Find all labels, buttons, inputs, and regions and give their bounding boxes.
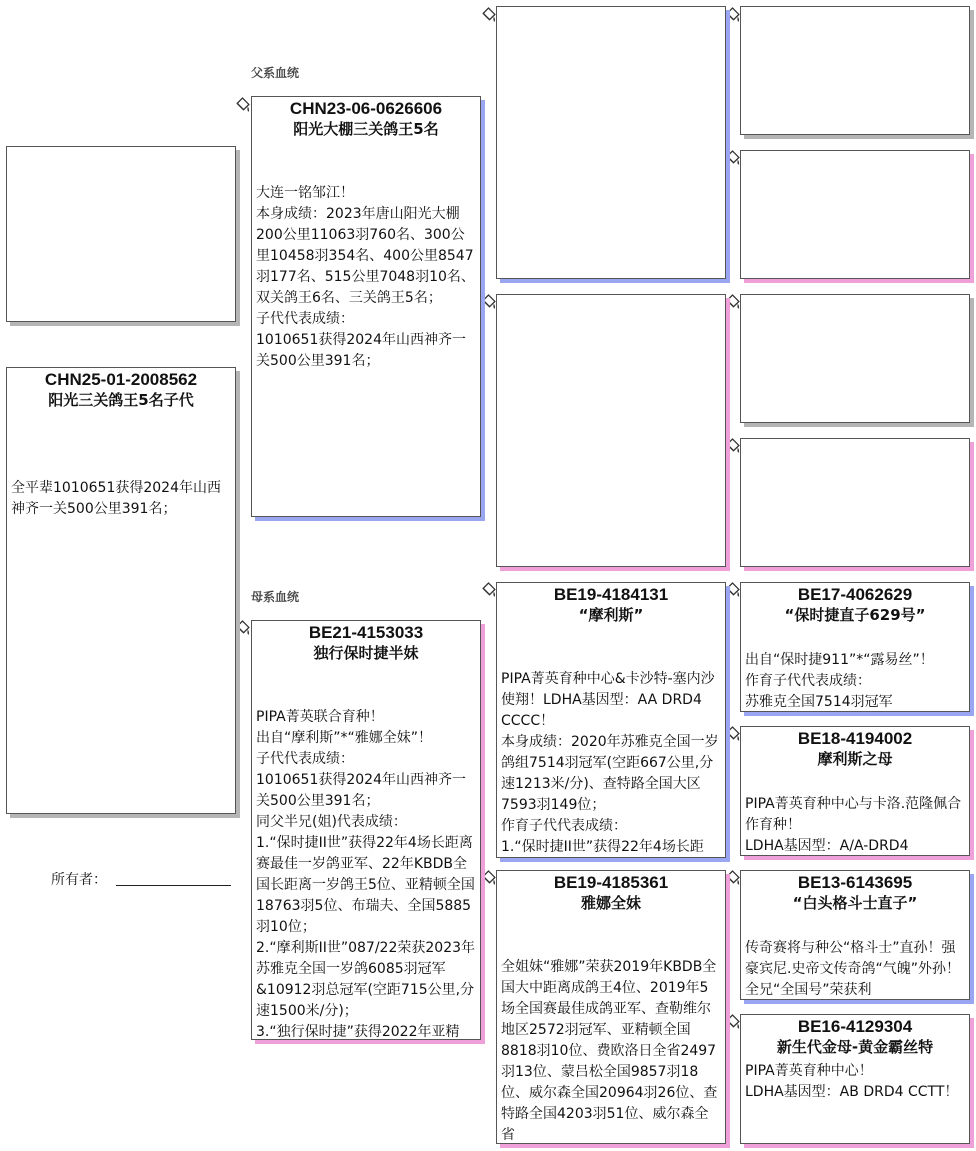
ring-number: BE17-4062629	[797, 585, 913, 604]
bird-name: “保时捷直子629号”	[784, 606, 926, 624]
bird-name: 阳光大棚三关鸽王5名	[293, 120, 439, 138]
paint-bucket-icon[interactable]	[724, 582, 741, 599]
sire-line-label: 父系血统	[251, 66, 300, 80]
paint-bucket-icon[interactable]	[724, 870, 741, 887]
paint-bucket-icon[interactable]	[724, 726, 741, 743]
dam-dam-card[interactable]	[496, 870, 726, 1144]
paint-bucket-icon[interactable]	[480, 7, 497, 24]
bird-description: 出自“保时捷911”*“露易丝”！ 作育子代代表成绩： 苏雅克全国7514羽冠军	[745, 652, 934, 710]
great-grandparent-card-8[interactable]	[740, 1014, 970, 1144]
bird-description: PIPA菁英育种中心&卡沙特-塞内沙使翔！LDHA基因型：AA DRD4 CCCC！ 本身成绩：2020年苏雅克全国一岁鸽组7514羽冠军(空距667公里,分速1213米/分)、查特路全国大区7593羽149位； 作育子代代表成绩： 1.“保时捷II世”获得22年4场长距	[501, 671, 719, 855]
dam-sire-card[interactable]	[496, 582, 726, 858]
sire-sire-card[interactable]	[496, 6, 726, 279]
paint-bucket-icon[interactable]	[480, 294, 497, 311]
great-grandparent-card-3[interactable]	[740, 294, 970, 423]
great-grandparent-card-6[interactable]	[740, 726, 970, 856]
subject-card[interactable]	[6, 367, 236, 814]
paint-bucket-icon[interactable]	[724, 438, 741, 455]
bird-name: 摩利斯之母	[817, 750, 893, 768]
ring-number: CHN23-06-0626606	[289, 99, 443, 118]
paint-bucket-icon[interactable]	[234, 620, 251, 637]
paint-bucket-icon[interactable]	[724, 294, 741, 311]
great-grandparent-card-5[interactable]	[740, 582, 970, 712]
ring-number: BE19-4185361	[553, 873, 669, 892]
bird-name: 阳光三关鸽王5名子代	[48, 391, 194, 409]
bird-description: 全姐妹“雅娜”荣获2019年KBDB全国大中距离成鸽王4位、2019年5场全国赛最佳成鸽亚军、查勒维尔地区2572羽冠军、亚精顿全国8818羽10位、费欧洛日全省2497羽13位、蒙吕松全国9857羽18位、威尔森全国20964羽26位、查特路全国4203羽51位、威尔森全省	[501, 959, 718, 1143]
paint-bucket-icon[interactable]	[480, 870, 497, 887]
bird-name: 独行保时捷半妹	[313, 644, 419, 662]
paint-bucket-icon[interactable]	[480, 582, 497, 599]
bird-description: PIPA菁英联合育种！ 出自“摩利斯”*“雅娜全妹”！ 子代代表成绩： 1010651获得2024年山西神齐一关500公里391名； 同父半兄(姐)代表成绩： 1.“保时捷II世”获得22年4场长距离赛最佳一岁鸽亚军、22年KBDB全国长距离一岁鸽王5位、亚精顿全国18763羽5位、布瑞夫、全国5885羽10位； 2.“摩利斯II世”087/22荣获2023年苏雅克全国一岁鸽6085羽冠军&10912羽总冠军(空距715公里,分速1500米/分)； 3.“独行保时捷”获得2022年亚精	[256, 709, 476, 1040]
great-grandparent-card-2[interactable]	[740, 150, 970, 279]
owner-label: 所有者：	[51, 872, 107, 888]
bird-description: 大连一铭邹江！ 本身成绩：2023年唐山阳光大棚200公里11063羽760名、300公里10458羽354名、400公里8547羽177名、515公里7048羽10名、双关鸽王6名、三关鸽王5名； 子代代表成绩： 1010651获得2024年山西神齐一关500公里391名；	[256, 185, 475, 369]
ring-number: CHN25-01-2008562	[44, 370, 198, 389]
photo-box[interactable]	[6, 146, 236, 322]
bird-description: 传奇赛将与种公“格斗士”直孙！强豪宾尼.史帝文传奇鸽“气魄”外孙！全兄“全国号”荣获利	[745, 940, 960, 998]
bird-name: “白头格斗士直子”	[792, 894, 918, 912]
great-grandparent-card-7[interactable]	[740, 870, 970, 1000]
sire-dam-card[interactable]	[496, 294, 726, 567]
bird-description: 全平辈1010651获得2024年山西神齐一关500公里391名；	[11, 480, 221, 517]
bird-description: PIPA菁英育种中心！ LDHA基因型：AB DRD4 CCTT！	[745, 1063, 959, 1100]
ring-number: BE21-4153033	[308, 623, 424, 642]
paint-bucket-icon[interactable]	[724, 150, 741, 167]
bird-name: 雅娜全妹	[580, 894, 641, 912]
bird-name: “摩利斯”	[578, 606, 644, 624]
paint-bucket-icon[interactable]	[724, 7, 741, 24]
ring-number: BE13-6143695	[797, 873, 913, 892]
ring-number: BE18-4194002	[797, 729, 913, 748]
dam-line-label: 母系血统	[251, 590, 300, 604]
great-grandparent-card-1[interactable]	[740, 6, 970, 135]
paint-bucket-icon[interactable]	[724, 1014, 741, 1031]
owner-line[interactable]	[116, 885, 231, 886]
great-grandparent-card-4[interactable]	[740, 438, 970, 567]
ring-number: BE19-4184131	[553, 585, 669, 604]
bird-name: 新生代金母-黄金霸丝特	[776, 1038, 934, 1056]
ring-number: BE16-4129304	[797, 1017, 913, 1036]
paint-bucket-icon[interactable]	[234, 97, 251, 114]
bird-description: PIPA菁英育种中心与卡洛.范隆佩合作育种！ LDHA基因型：A/A-DRD4	[745, 796, 962, 854]
sire-card[interactable]	[251, 96, 481, 517]
dam-card[interactable]	[251, 620, 481, 1040]
